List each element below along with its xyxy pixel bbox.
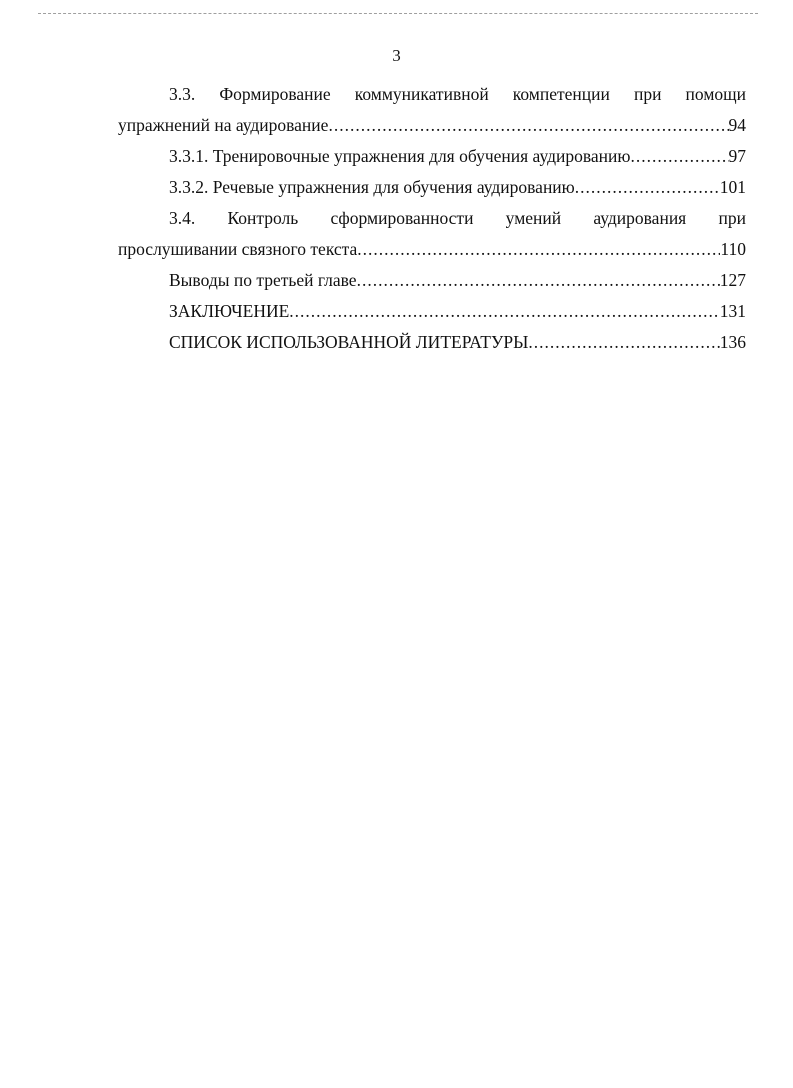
toc-entry-word: Контроль: [227, 208, 299, 228]
toc-entry-title: ЗАКЛЮЧЕНИЕ: [169, 301, 290, 321]
toc-entry-word: умений: [505, 208, 562, 228]
toc-entry-3-4-line-1: [169, 207, 746, 229]
toc-entry-word: компетенции: [512, 84, 610, 104]
toc-entry-title: 3.3.1. Тренировочные упражнения для обучения аудированию: [169, 146, 631, 166]
toc-leader-dots: [289, 300, 719, 322]
scan-top-edge: [38, 13, 758, 15]
toc-entry-page: 127: [719, 270, 746, 290]
toc-entry-3-4-line-2: [118, 238, 746, 260]
toc-entry-references: [169, 331, 746, 353]
toc-leader-dots: [328, 114, 728, 136]
toc-entry-word: Формирование: [219, 84, 331, 104]
toc-entry-3-3-1: [169, 145, 746, 167]
toc-entry-3-3-line-1: [169, 83, 746, 105]
toc-entry-number: 3.3.: [169, 84, 196, 104]
toc-entry-title: 3.3.2. Речевые упражнения для обучения аудированию: [169, 177, 575, 197]
toc-entry-page: 94: [728, 115, 746, 135]
page-number: 3: [392, 46, 401, 65]
toc-entry-page: 136: [719, 332, 746, 352]
toc-entry-title: СПИСОК ИСПОЛЬЗОВАННОЙ ЛИТЕРАТУРЫ: [169, 332, 529, 352]
toc-entry-title: прослушивании связного текста: [118, 239, 358, 259]
toc-entry-word: аудирования: [593, 208, 687, 228]
toc-entry-page: 97: [728, 146, 746, 166]
toc-entry-title: упражнений на аудирование: [118, 115, 329, 135]
toc-entry-word: сформированности: [330, 208, 474, 228]
toc-entry-word: коммуникативной: [354, 84, 489, 104]
toc-entry-title: Выводы по третьей главе: [169, 270, 357, 290]
toc-leader-dots: [528, 331, 719, 353]
toc-entry-word: помощи: [685, 84, 746, 104]
toc-entry-page: 110: [720, 239, 746, 259]
toc-entry-number: 3.4.: [169, 208, 196, 228]
toc-entry-conclusion: [169, 300, 746, 322]
toc-entry-chapter-conclusions: [169, 269, 746, 291]
toc-entry-word: при: [718, 208, 746, 228]
toc-entry-page: 101: [719, 177, 746, 197]
toc-leader-dots: [357, 238, 720, 260]
toc-leader-dots: [357, 269, 720, 291]
toc-entry-3-3-2: [169, 176, 746, 198]
toc-leader-dots: [575, 176, 720, 198]
toc-entry-word: при: [633, 84, 662, 104]
toc-entry-page: 131: [719, 301, 746, 321]
toc-entry-3-3-line-2: [118, 114, 746, 136]
toc-leader-dots: [630, 145, 728, 167]
